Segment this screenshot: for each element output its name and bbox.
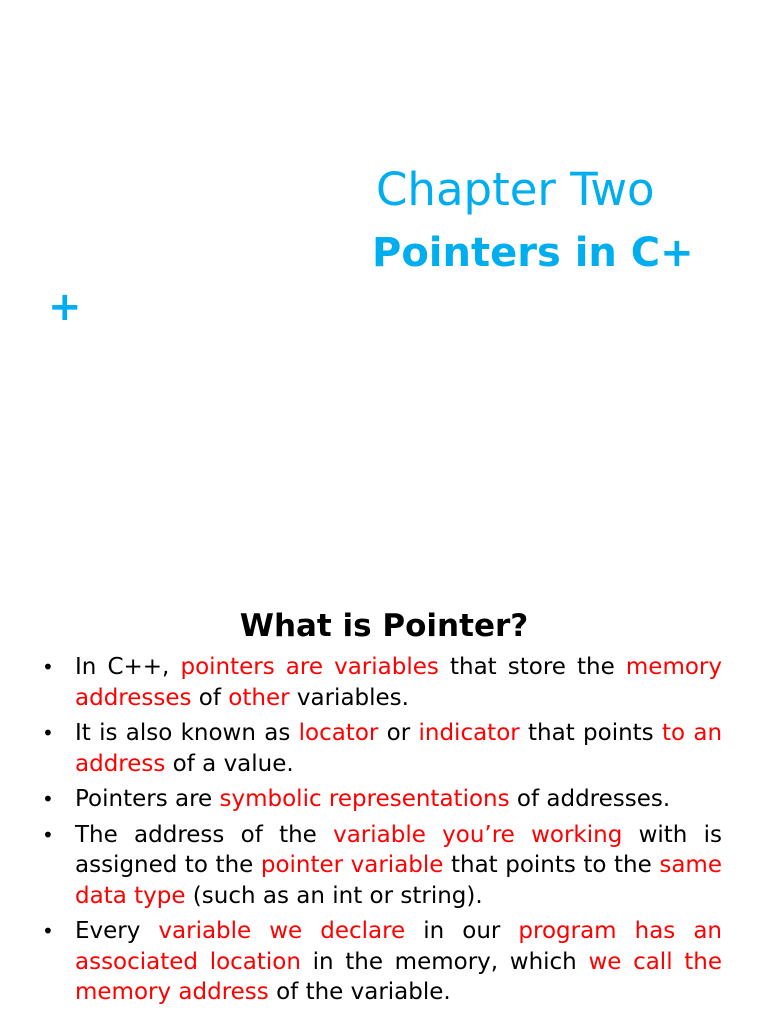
highlighted-text: same data type [75, 852, 722, 909]
highlighted-text: program has an associated location [75, 918, 722, 975]
highlighted-text: variable we declare [158, 918, 406, 944]
body-text: Pointers are [75, 786, 220, 812]
bullet-marker: • [42, 822, 54, 847]
slide-title: Pointers in C++ [48, 230, 694, 330]
bullet-marker: • [42, 787, 54, 811]
body-text: in our [405, 918, 519, 944]
section-heading: What is Pointer? [239, 608, 529, 644]
body-text: in the memory, which [300, 948, 589, 975]
body-text: of [191, 684, 229, 711]
highlighted-text: other [228, 684, 290, 711]
bullet-item [42, 820, 722, 912]
body-text: that points to the [443, 852, 660, 878]
body-text: of a value. [165, 750, 294, 777]
body-text: In C++, [75, 654, 181, 680]
content-slide [0, 596, 768, 1024]
body-text: that store the [438, 654, 626, 680]
highlighted-text: we call the memory address [75, 948, 722, 1005]
highlighted-text: symbolic representations [219, 786, 510, 812]
bullet-item [42, 652, 722, 713]
bullet-marker: • [42, 721, 54, 745]
body-text: The address of the [75, 821, 334, 848]
highlighted-text: pointer variable [260, 852, 444, 878]
body-text: (such as an int or string). [185, 882, 483, 909]
chapter-label: Chapter Two [376, 163, 655, 216]
bullet-item [42, 718, 722, 779]
bullet-item [42, 916, 722, 1008]
highlighted-text: pointers are variables [180, 654, 439, 680]
highlighted-text: indicator [418, 720, 520, 746]
body-text: with is assigned to the [75, 821, 723, 878]
highlighted-text: to an address [75, 720, 723, 777]
bullet-marker: • [42, 919, 54, 943]
body-text: of addresses. [509, 786, 671, 812]
highlighted-text: variable you’re working [333, 821, 623, 848]
highlighted-text: memory addresses [75, 654, 722, 711]
bullet-list [42, 652, 722, 1013]
highlighted-text: locator [298, 720, 379, 746]
body-text: Every [75, 918, 159, 944]
bullet-marker: • [42, 655, 54, 679]
body-text: of the variable. [268, 979, 451, 1005]
body-text: variables. [289, 684, 409, 711]
body-text: It is also known as [75, 720, 299, 746]
bullet-item [42, 784, 722, 815]
body-text: or [378, 720, 419, 746]
body-text: that points [519, 720, 662, 746]
